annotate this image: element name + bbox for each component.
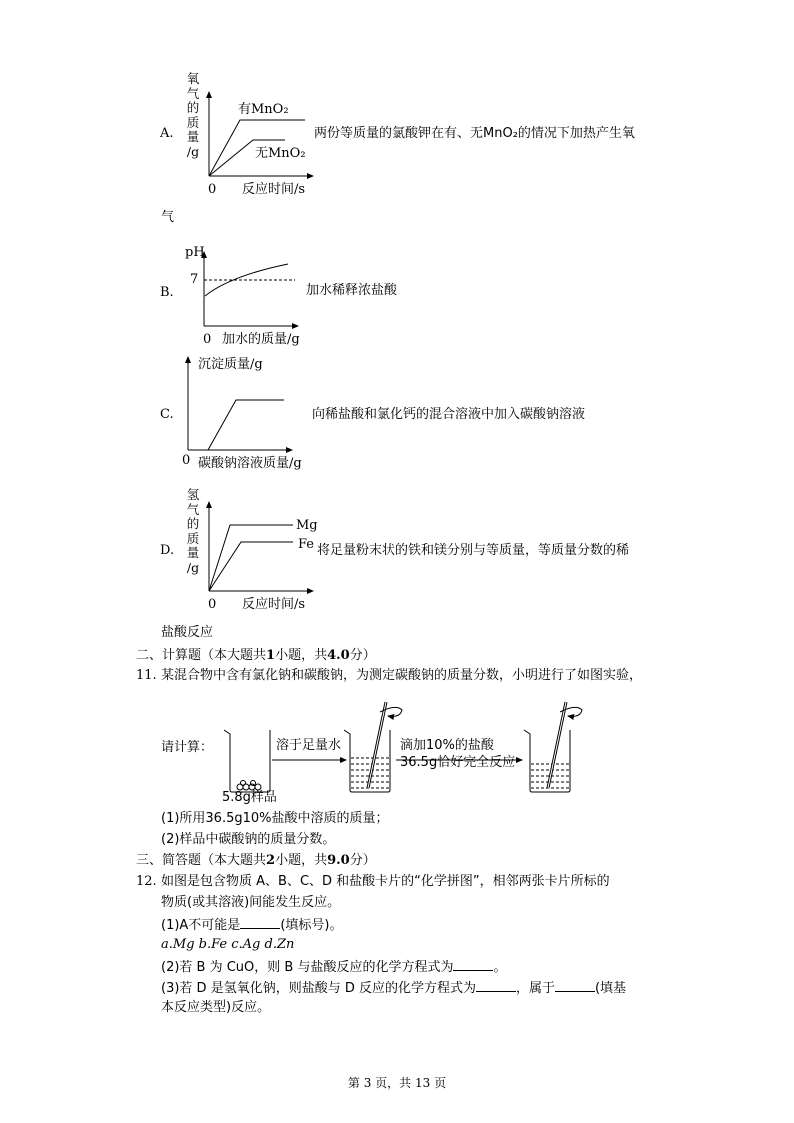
ylabel-char: 气 bbox=[186, 501, 200, 517]
sub-text: (2)若 B 为 CuO，则 B 与盐酸反应的化学方程式为 bbox=[161, 960, 454, 975]
section-score: 9.0 bbox=[327, 853, 350, 868]
section-heading-mid: 小题，共 bbox=[275, 853, 328, 868]
ylabel-char: 的 bbox=[186, 516, 200, 531]
question-11-sub-2: (2)样品中碳酸钠的质量分数。 bbox=[161, 832, 336, 847]
ylabel-char: 量 bbox=[186, 129, 200, 144]
question-11-stem: 某混合物中含有氯化钠和碳酸钠，为测定碳酸钠的质量分数，小明进行了如图实验， bbox=[161, 668, 643, 683]
option-c-graph bbox=[184, 355, 294, 455]
answer-blank bbox=[476, 979, 516, 992]
question-12-choices: a.Mg b.Fe c.Ag d.Zn bbox=[161, 937, 295, 952]
option-d-curve1-label: Mg bbox=[296, 518, 318, 533]
sub-text: 。 bbox=[493, 960, 507, 975]
option-b-xlabel: 加水的质量/g bbox=[222, 332, 300, 347]
option-b-tick-7: 7 bbox=[190, 272, 199, 287]
ylabel-char: /g bbox=[186, 559, 200, 575]
ylabel-char: 质 bbox=[186, 530, 200, 546]
option-b-graph bbox=[200, 250, 300, 330]
question-11-ask: 请计算： bbox=[161, 740, 214, 755]
option-b-origin: 0 bbox=[203, 332, 212, 347]
question-11-sub-1: (1)所用36.5g10%盐酸中溶质的质量； bbox=[161, 811, 389, 826]
option-d-xlabel: 反应时间/s bbox=[242, 597, 306, 612]
ylabel-char: /g bbox=[186, 143, 200, 159]
section-heading-mid: 小题，共 bbox=[275, 648, 328, 663]
question-12-line-2: 物质(或其溶液)间能发生反应。 bbox=[161, 895, 341, 910]
ylabel-char: 的 bbox=[186, 100, 200, 115]
sub-text: (填基 bbox=[594, 981, 627, 996]
sub-text: ，属于 bbox=[515, 981, 555, 996]
option-a-curve1-label: 有MnO₂ bbox=[238, 102, 289, 117]
ylabel-char: 气 bbox=[186, 85, 200, 101]
option-a-ylabel bbox=[185, 72, 201, 159]
answer-blank bbox=[555, 979, 595, 992]
sample-label: 5.8g样品 bbox=[222, 790, 277, 805]
section-heading-text: 三、简答题（本大题共 bbox=[136, 853, 267, 868]
ylabel-char: 质 bbox=[186, 114, 200, 130]
option-a-letter: A. bbox=[160, 126, 174, 141]
option-a-description-wrap: 气 bbox=[161, 210, 175, 225]
section-heading-end: 分） bbox=[349, 853, 376, 868]
option-c-description: 向稀盐酸和氯化钙的混合溶液中加入碳酸钠溶液 bbox=[312, 407, 586, 422]
option-a-curve2-label: 无MnO₂ bbox=[255, 146, 306, 161]
option-c-ylabel: 沉淀质量/g bbox=[198, 357, 263, 372]
option-d-letter: D. bbox=[160, 543, 175, 558]
question-12-sub-3 bbox=[161, 979, 626, 997]
sub-text: (填标号)。 bbox=[280, 918, 343, 933]
question-12-line-1: 如图是包含物质 A、B、C、D 和盐酸卡片的“化学拼图”，相邻两张卡片所标的 bbox=[161, 874, 610, 889]
sub-text: (1)A不可能是 bbox=[161, 918, 241, 933]
section-count: 2 bbox=[266, 853, 276, 868]
option-a-xlabel: 反应时间/s bbox=[242, 182, 306, 197]
step-2-label-line2: 36.5g恰好完全反应 bbox=[400, 755, 516, 770]
answer-blank bbox=[453, 958, 493, 971]
section-2-heading bbox=[136, 648, 376, 664]
question-12-number: 12. bbox=[136, 874, 157, 889]
section-heading-text: 二、计算题（本大题共 bbox=[136, 648, 267, 663]
section-count: 1 bbox=[266, 648, 276, 663]
section-score: 4.0 bbox=[327, 648, 350, 663]
option-a-description: 两份等质量的氯酸钾在有、无MnO₂的情况下加热产生氧 bbox=[314, 126, 635, 141]
question-12-sub-1 bbox=[161, 916, 342, 934]
option-b-ylabel: pH bbox=[185, 245, 205, 260]
option-d-curve2-label: Fe bbox=[298, 537, 315, 552]
option-d-ylabel bbox=[185, 488, 201, 575]
option-c-origin: 0 bbox=[182, 453, 191, 468]
ylabel-char: 氧 bbox=[186, 71, 200, 86]
option-c-letter: C. bbox=[160, 407, 174, 422]
option-b-description: 加水稀释浓盐酸 bbox=[306, 283, 398, 298]
answer-blank bbox=[240, 916, 280, 929]
question-11-number: 11. bbox=[136, 668, 157, 683]
option-b-letter: B. bbox=[160, 285, 174, 300]
step-1-label: 溶于足量水 bbox=[276, 738, 342, 753]
option-a-origin: 0 bbox=[208, 182, 217, 197]
page-footer: 第 3 页，共 13 页 bbox=[347, 1076, 447, 1090]
question-12-sub-2 bbox=[161, 958, 506, 976]
option-d-description: 将足量粉末状的铁和镁分别与等质量，等质量分数的稀 bbox=[317, 543, 630, 558]
option-d-origin: 0 bbox=[208, 597, 217, 612]
option-d-description-wrap: 盐酸反应 bbox=[161, 625, 214, 640]
option-c-xlabel: 碳酸钠溶液质量/g bbox=[198, 456, 302, 471]
section-3-heading bbox=[136, 853, 376, 869]
sub-text: (3)若 D 是氢氧化钠，则盐酸与 D 反应的化学方程式为 bbox=[161, 981, 476, 996]
section-heading-end: 分） bbox=[349, 648, 376, 663]
step-2-label-line1: 滴加10%的盐酸 bbox=[400, 738, 494, 753]
question-12-sub-3-wrap: 本反应类型)反应。 bbox=[161, 1000, 271, 1015]
ylabel-char: 量 bbox=[186, 545, 200, 560]
ylabel-char: 氢 bbox=[186, 487, 200, 502]
